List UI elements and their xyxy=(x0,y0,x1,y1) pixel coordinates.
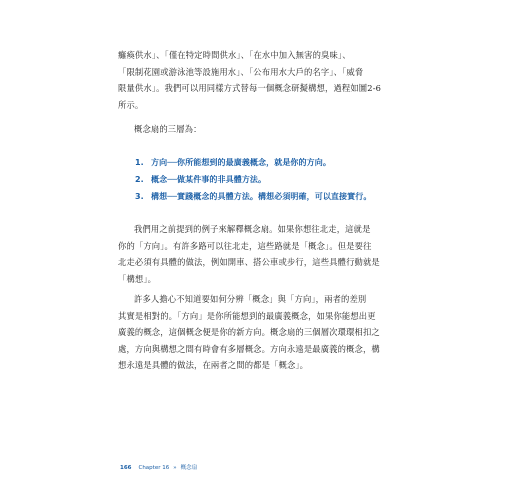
text-line: 想永遠是具體的做法，在兩者之間的都是「概念」。 xyxy=(118,360,309,370)
chapter-label: Chapter 16 xyxy=(138,465,170,471)
text-line: 北走必須有具體的做法，例如開車、搭公車或步行，這些具體行動就是 xyxy=(118,257,380,267)
list-number: 1. xyxy=(135,158,144,167)
list-number: 3. xyxy=(135,192,144,201)
text-line: 你的「方向」。有許多路可以往北走，這些路就是「概念」。但是要往 xyxy=(118,240,372,251)
text-line: 「限制花園或游泳池等設施用水」、「公布用水大戶的名字」、「威脅 xyxy=(118,66,364,77)
text-line: 處，方向與構想之間有時會有多層概念。方向永遠是最廣義的概念，構 xyxy=(118,343,380,354)
list-number: 2. xyxy=(135,175,144,184)
text-line: 所示。 xyxy=(118,99,144,110)
text-line: 廣義的概念，這個概念便是你的新方向。概念扇的三個層次環環相扣之 xyxy=(118,327,380,337)
text-line: 其實是相對的。「方向」是你所能想到的最廣義概念，如果你能想出更 xyxy=(118,310,376,321)
list-text: 概念──做某件事的非具體方法。 xyxy=(151,175,267,184)
list-text: 構想──實踐概念的具體方法。構想必須明確，可以直接實行。 xyxy=(151,192,372,201)
list-item xyxy=(135,171,415,188)
paragraph-continued xyxy=(118,47,408,113)
separator-icon: » xyxy=(173,465,177,471)
text-line: 「構想」。 xyxy=(118,273,157,284)
list-text: 方向──你所能想到的最廣義概念，就是你的方向。 xyxy=(151,158,331,167)
list-item xyxy=(135,188,415,205)
text-line: 限量供水」。我們可以用同樣方式替每一個概念研擬構想，過程如圖2-6 xyxy=(118,83,382,93)
text-line: 我們用之前提到的例子來解釋概念扇。如果你想往北走，這就是 xyxy=(134,224,371,234)
page-footer xyxy=(120,463,197,471)
list-item xyxy=(135,154,415,171)
text-line: 許多人擔心不知道要如何分辨「概念」與「方向」，兩者的差別 xyxy=(134,294,367,304)
chapter-title: 概念扇 xyxy=(180,465,198,471)
paragraph-explanation xyxy=(118,291,408,374)
page-number: 166 xyxy=(120,465,132,471)
text-line: 癱瘓供水」、「僅在特定時間供水」、「在水中加入無害的臭味」、 xyxy=(118,50,351,60)
concept-fan-list xyxy=(135,154,415,205)
text-line: 概念扇的三層為： xyxy=(134,124,202,134)
paragraph-example xyxy=(118,221,408,287)
list-intro xyxy=(118,121,408,138)
